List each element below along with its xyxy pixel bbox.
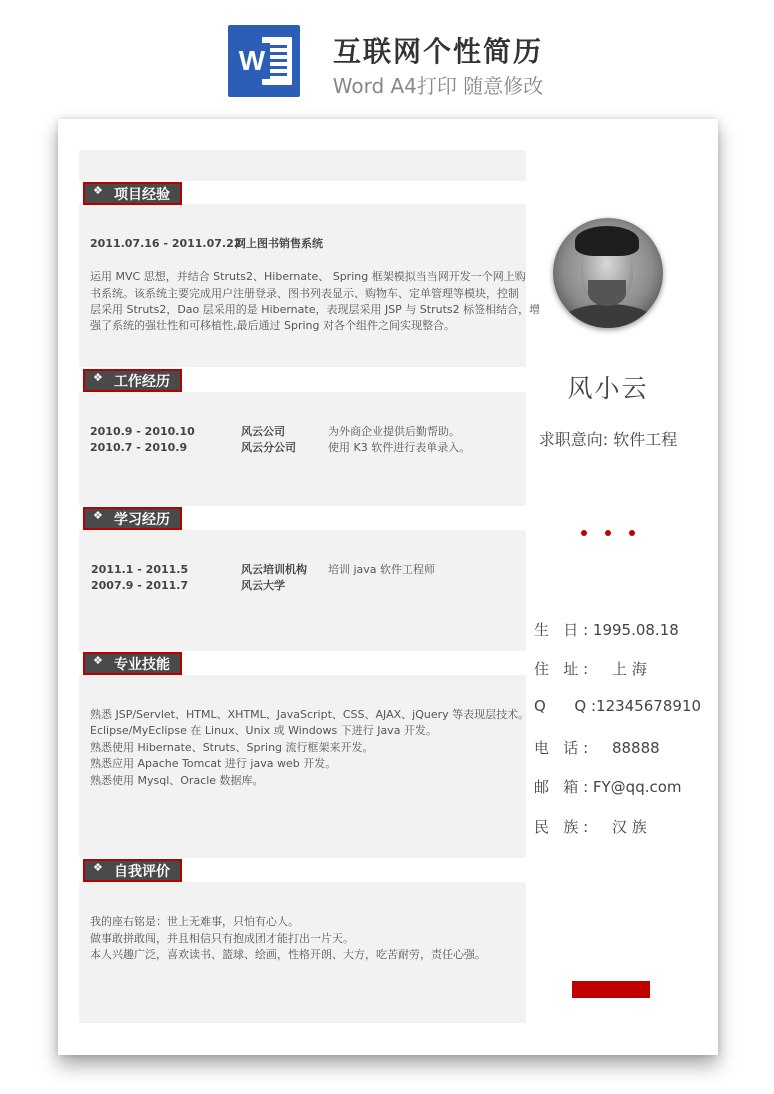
section-header-work [83, 369, 182, 392]
section-title: 自我评价 [114, 863, 170, 880]
section-header-education [83, 507, 182, 530]
section-header-skills [83, 652, 182, 675]
diamond-icon [93, 658, 104, 669]
info-qq: Q Q :12345678910 [534, 697, 702, 715]
info-birthday: 生 日 : 1995.08.18 [534, 621, 679, 639]
candidate-name: 风小云 [567, 374, 649, 403]
project-date: 2011.07.16 - 2011.07.22 [90, 237, 242, 250]
word-icon-letter: W [234, 43, 270, 79]
edu-org: 风云大学 [241, 579, 285, 592]
section-title: 项目经验 [114, 186, 170, 203]
accent-bar [572, 981, 650, 998]
edu-period: 2011.1 - 2011.5 [91, 563, 189, 576]
banner-title: 互联网个性简历 [332, 35, 543, 68]
info-address: 住 址 : 上 海 [534, 660, 647, 678]
self-eval-line: 我的座右铭是：世上无难事，只怕有心人。 [90, 915, 299, 928]
project-desc-line: 层采用 Struts2，Dao 层采用的是 Hibernate，表现层采用 JSP 与 Struts2 标签相结合，增 [90, 303, 541, 316]
banner [0, 0, 774, 118]
diamond-icon [93, 188, 104, 199]
project-name: 网上图书销售系统 [235, 237, 323, 250]
info-phone: 电 话 : 88888 [534, 739, 660, 757]
edu-org: 风云培训机构 [241, 563, 307, 576]
work-desc: 为外商企业提供后勤帮助。 [328, 425, 460, 438]
job-intent: 求职意向: 软件工程 [538, 430, 678, 449]
work-period: 2010.9 - 2010.10 [90, 425, 195, 438]
work-desc: 使用 K3 软件进行表单录入。 [328, 441, 471, 454]
work-org: 风云公司 [241, 425, 285, 438]
self-eval-line: 本人兴趣广泛，喜欢读书、篮球、绘画，性格开朗、大方，吃苦耐劳，责任心强。 [90, 948, 486, 961]
project-desc-line: 运用 MVC 思想，并结合 Struts2、Hibernate、 Spring 框架模拟当当网开发一个网上购 [90, 270, 526, 283]
info-ethnicity: 民 族 : 汉 族 [534, 818, 647, 836]
work-org: 风云分公司 [241, 441, 296, 454]
project-desc-line: 强了系统的强壮性和可移植性,最后通过 Spring 对各个组件之间实现整合。 [90, 319, 455, 332]
self-eval-line: 做事敢拼敢闯，并且相信只有抱成团才能打出一片天。 [90, 932, 354, 945]
skill-line: 熟悉使用 Hibernate、Struts、Spring 流行框架来开发。 [90, 741, 374, 754]
skill-line: Eclipse/MyEclipse 在 Linux、Unix 或 Windows 下进行 Java 开发。 [90, 724, 437, 737]
section-title: 学习经历 [114, 511, 170, 528]
diamond-icon [93, 865, 104, 876]
info-email: 邮 箱 : FY@qq.com [534, 778, 682, 796]
section-title: 专业技能 [114, 656, 170, 673]
word-icon [228, 25, 300, 97]
edu-desc: 培训 java 软件工程师 [328, 563, 436, 576]
edu-period: 2007.9 - 2011.7 [91, 579, 189, 592]
section-header-self-eval [83, 859, 182, 882]
top-strip [79, 150, 526, 181]
banner-subtitle: Word A4打印 随意修改 [332, 74, 544, 98]
resume-page [58, 119, 718, 1055]
skill-line: 熟悉使用 Mysql、Oracle 数据库。 [90, 774, 264, 787]
section-title: 工作经历 [114, 373, 170, 390]
skill-line: 熟悉应用 Apache Tomcat 进行 java web 开发。 [90, 757, 337, 770]
section-header-project [83, 182, 182, 205]
skill-line: 熟悉 JSP/Servlet、HTML、XHTML、JavaScript、CSS、AJAX、jQuery 等表现层技术。 [90, 708, 530, 721]
diamond-icon [93, 375, 104, 386]
avatar [553, 218, 663, 328]
diamond-icon [93, 513, 104, 524]
project-desc-line: 书系统。该系统主要完成用户注册登录、图书列表显示、购物车、定单管理等模块，控制 [90, 287, 519, 300]
work-period: 2010.7 - 2010.9 [90, 441, 188, 454]
